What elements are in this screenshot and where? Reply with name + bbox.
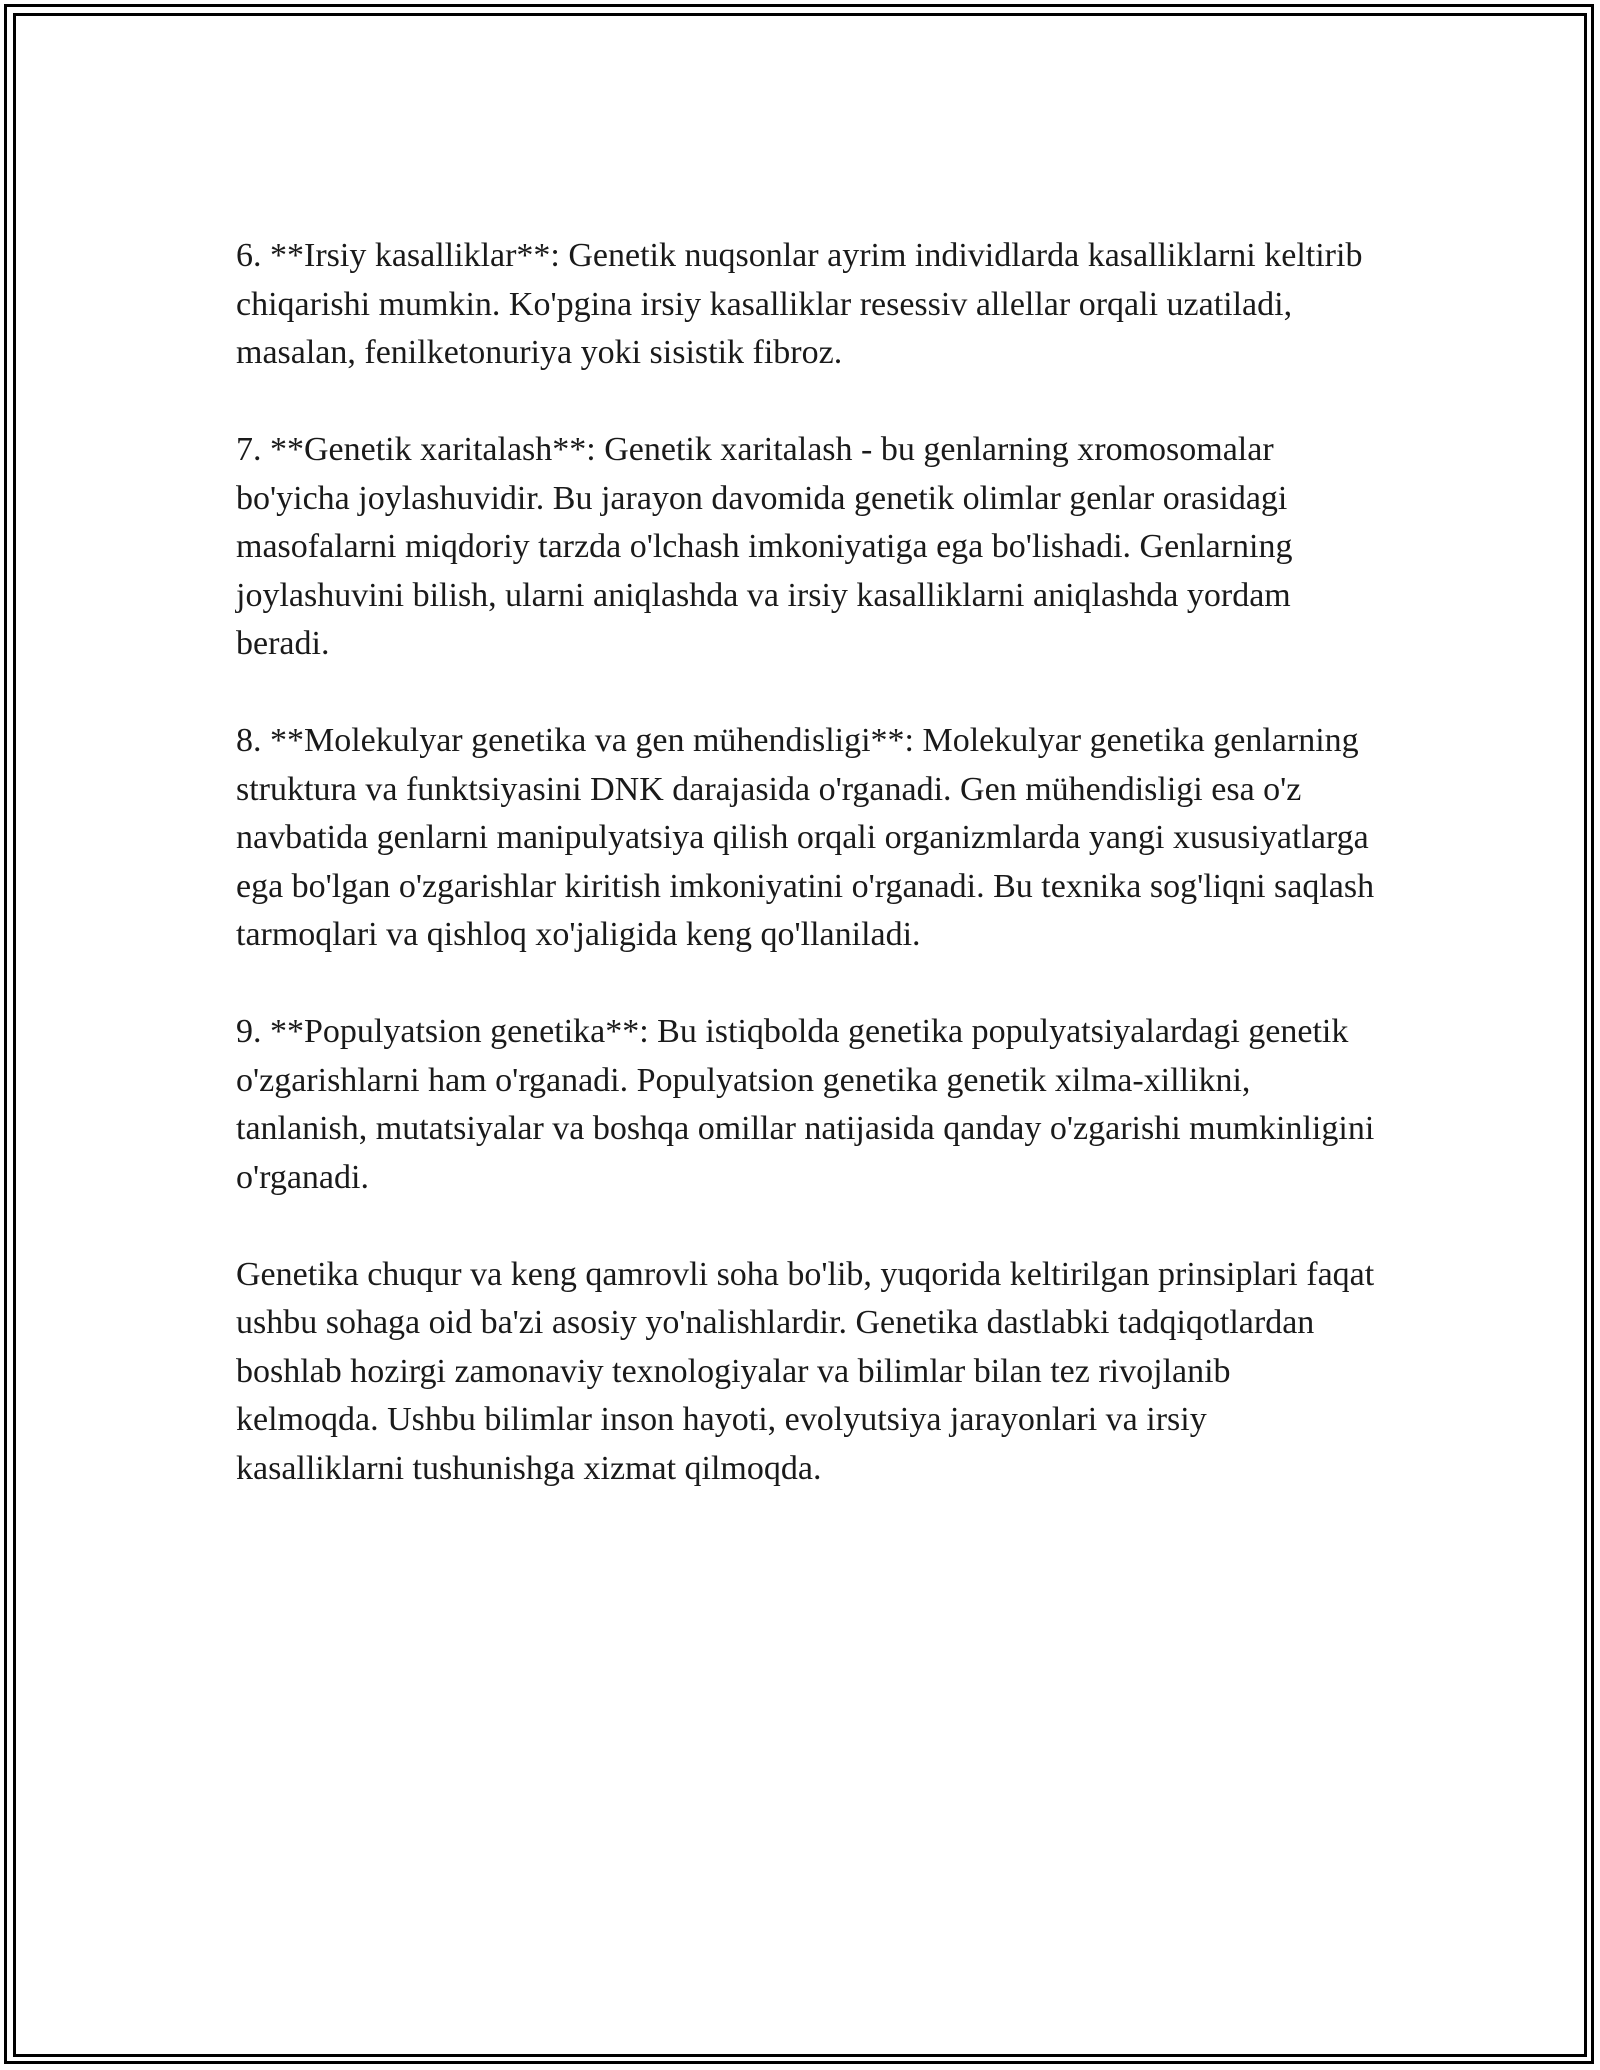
paragraph-conclusion: Genetika chuqur va keng qamrovli soha bo'lib, yuqorida keltirilgan prinsiplari faqat ushbu sohaga oid ba'zi asosiy yo'nalishlardir. Genetika dastlabki tadqiqotlardan boshlab hozirgi zamonaviy texnologiyalar va bilimlar bilan tez rivojlanib kelmoqda. Ushbu bilimlar inson hayoti, evolyutsiya jarayonlari va irsiy kasalliklarni tushunishga xizmat qilmoqda. (236, 1255, 1375, 1487)
paragraph-molekulyar-genetika: 8. **Molekulyar genetika va gen mühendisligi**: Molekulyar genetika genlarning struktura va funktsiyasini DNK darajasida o'rganadi. Gen mühendisligi esa o'z navbatida genlarni manipulyatsiya qilish orqali organizmlarda yangi xususiyatlarga ega bo'lgan o'zgarishlar kiritish imkoniyatini o'rganadi. Bu texnika sog'liqni saqlash tarmoqlari va qishloq xo'jaligida keng qo'llaniladi. (236, 722, 1375, 953)
paragraph-irsiy-kasalliklar: 6. **Irsiy kasalliklar**: Genetik nuqsonlar ayrim individlarda kasalliklarni keltirib chiqarishi mumkin. Ko'pgina irsiy kasalliklar resessiv allellar orqali uzatiladi, masalan, fenilketonuriya yoki sisistik fibroz. (236, 237, 1363, 371)
paragraph-populyatsion-genetika: 9. **Populyatsion genetika**: Bu istiqbolda genetika populyatsiyalardagi genetik o'zgarishlarni ham o'rganadi. Populyatsion genetika genetik xilma-xillikni, tanlanish, mutatsiyalar va boshqa omillar natijasida qanday o'zgarishi mumkinligini o'rganadi. (236, 1013, 1375, 1196)
paragraph-genetik-xaritalash: 7. **Genetik xaritalash**: Genetik xaritalash - bu genlarning xromosomalar bo'yicha joylashuvidir. Bu jarayon davomida genetik olimlar genlar orasidagi masofalarni miqdoriy tarzda o'lchash imkoniyatiga ega bo'lishadi. Genlarning joylashuvini bilish, ularni aniqlashda va irsiy kasalliklarni aniqlashda yordam beradi. (236, 431, 1293, 662)
document-body (236, 232, 1376, 1493)
